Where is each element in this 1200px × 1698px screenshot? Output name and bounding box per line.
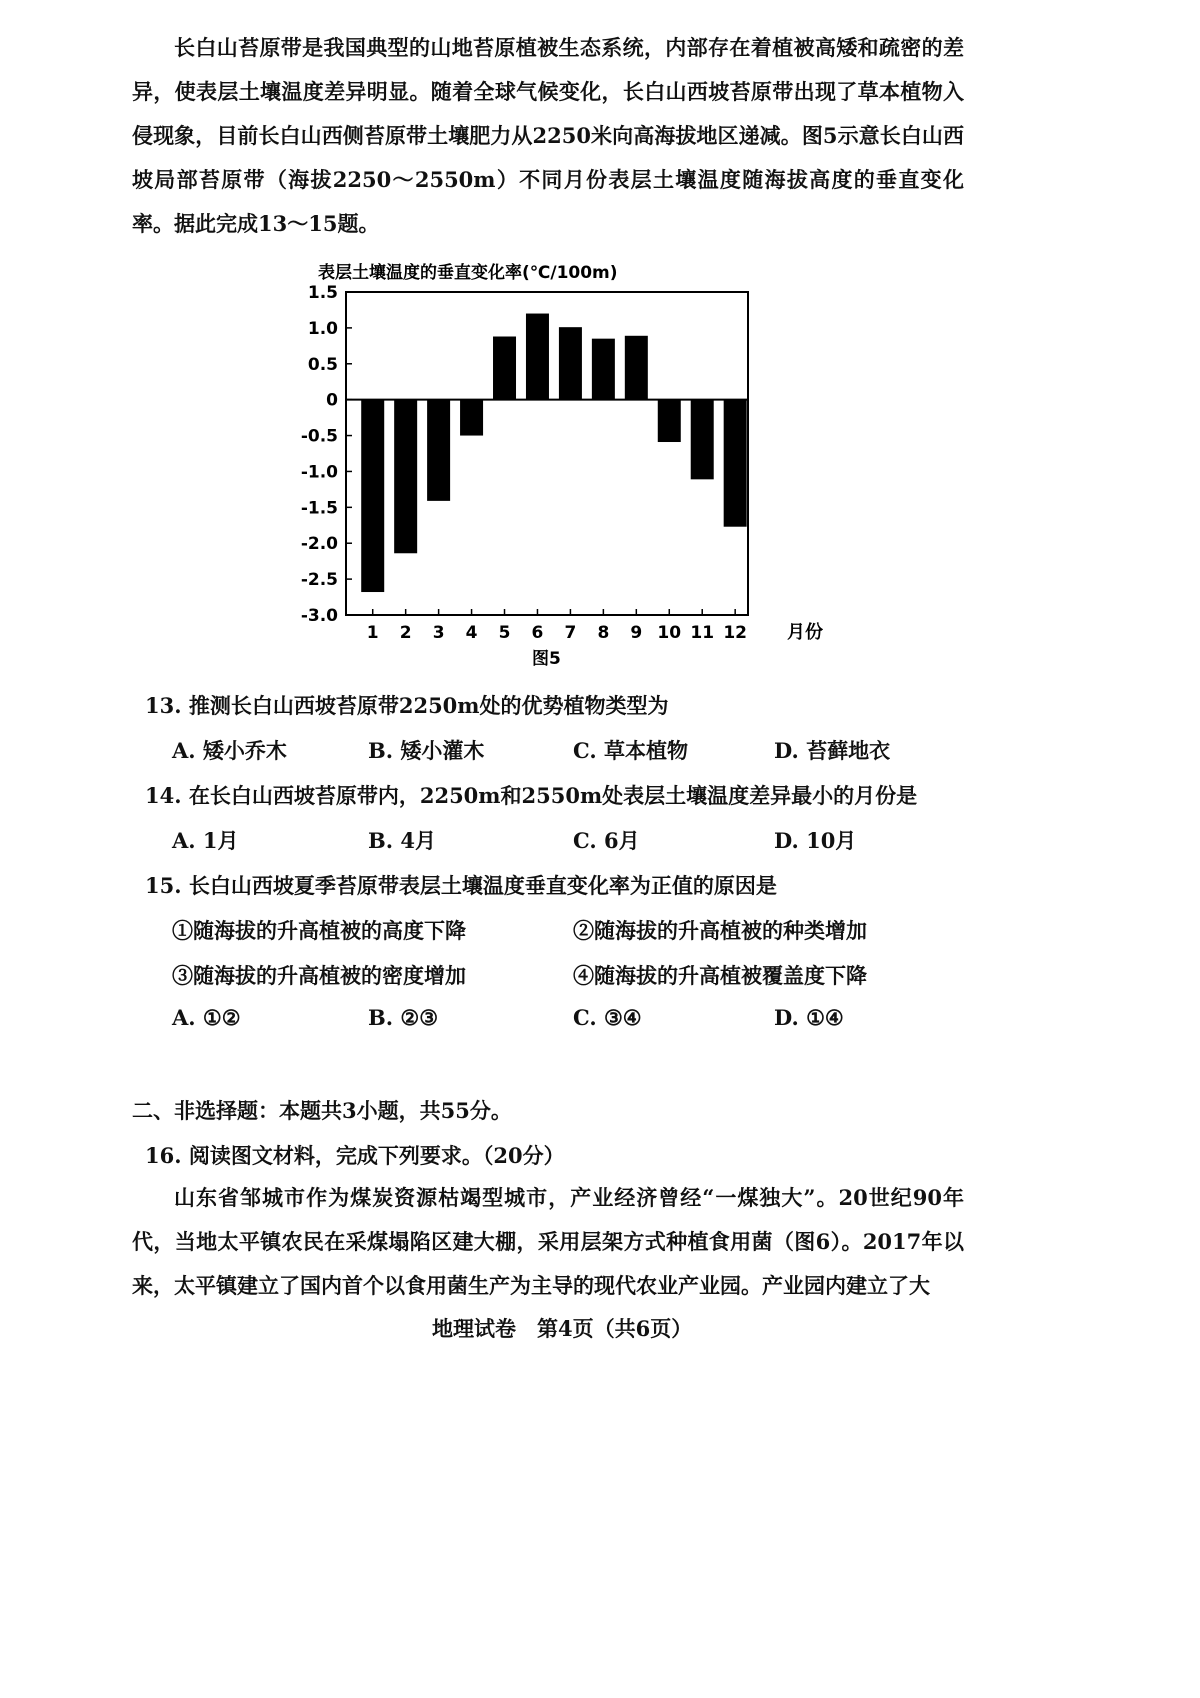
q15-item-4: ④随海拔的升高植被覆盖度下降 [573,963,867,988]
y-tick-label: 0 [326,390,338,411]
q16-material: 山东省邹城市作为煤炭资源枯竭型城市，产业经济曾经“一煤独大”。20世纪90年代，当地太平镇农民在采煤塌陷区建大棚，采用层架方式种植食用菌（图6）。2017年以来，太平镇建立了国内首个以食用菌生产为主导的现代农业产业园。产业园内建立了大 [132,1185,964,1298]
q14-option-d[interactable]: D. 10月 [774,828,857,853]
question-15-stem: 15. 长白山西坡夏季苔原带表层土壤温度垂直变化率为正值的原因是 [145,873,777,898]
q13-option-b[interactable]: B. 矮小灌木 [368,738,485,763]
q14-option-b[interactable]: B. 4月 [368,828,436,853]
q15-item-3: ③随海拔的升高植被的密度增加 [172,963,466,988]
y-tick-label: -1.0 [300,462,338,483]
section-2-heading: 二、非选择题：本题共3小题，共55分。 [132,1098,512,1123]
y-tick-label: -0.5 [300,426,338,447]
bar-month-9 [625,336,648,400]
x-tick-label: 4 [465,623,478,643]
bar-month-8 [592,339,615,400]
bar-month-10 [658,400,681,442]
x-tick-label: 5 [498,623,511,643]
q15-option-d[interactable]: D. ①④ [774,1005,844,1030]
q13-option-a[interactable]: A. 矮小乔木 [172,738,287,763]
x-tick-label: 2 [399,623,412,643]
y-tick-label: 1.0 [307,318,338,339]
y-tick-label: -3.0 [300,606,338,626]
bar-month-2 [394,400,417,554]
y-tick-label: 0.5 [307,354,338,375]
q14-option-a[interactable]: A. 1月 [172,828,239,853]
q13-option-c[interactable]: C. 草本植物 [573,738,688,763]
y-tick-label: -1.5 [300,498,338,519]
q14-option-c[interactable]: C. 6月 [573,828,640,853]
bar-month-7 [559,327,582,399]
figure-5-chart [0,0,1200,700]
bar-month-11 [691,400,714,480]
figure-caption: 图5 [532,649,561,669]
bar-month-1 [361,400,384,592]
q15-option-a[interactable]: A. ①② [172,1005,241,1030]
x-tick-label: 8 [597,623,610,643]
x-tick-label: 6 [531,623,544,643]
y-tick-label: 1.5 [307,283,338,303]
intro-paragraph: 长白山苔原带是我国典型的山地苔原植被生态系统，内部存在着植被高矮和疏密的差异，使表层土壤温度差异明显。随着全球气候变化，长白山西坡苔原带出现了草本植物入侵现象，目前长白山西侧苔原带土壤肥力从2250米向高海拔地区递减。图5示意长白山西坡局部苔原带（海拔2250～2550m）不同月份表层土壤温度随海拔高度的垂直变化率。据此完成13～15题。 [132,35,964,236]
bar-month-12 [724,400,747,527]
bar-month-3 [427,400,450,501]
question-14-stem: 14. 在长白山西坡苔原带内，2250m和2550m处表层土壤温度差异最小的月份是 [145,783,918,808]
x-tick-label: 11 [690,623,715,643]
x-tick-label: 1 [366,623,379,643]
bar-month-4 [460,400,483,436]
x-tick-label: 7 [564,623,577,643]
x-tick-label: 10 [657,623,682,643]
q15-item-2: ②随海拔的升高植被的种类增加 [573,918,867,943]
page-footer: 地理试卷 第4页（共6页） [432,1316,693,1341]
y-tick-label: -2.0 [300,534,338,555]
y-tick-label: -2.5 [300,570,338,591]
q13-option-d[interactable]: D. 苔藓地衣 [774,738,891,763]
q15-option-c[interactable]: C. ③④ [573,1005,642,1030]
q15-item-1: ①随海拔的升高植被的高度下降 [172,918,466,943]
chart-title: 表层土壤温度的垂直变化率(℃/100m) [318,263,618,283]
question-13-stem: 13. 推测长白山西坡苔原带2250m处的优势植物类型为 [145,693,669,718]
x-tick-label: 3 [432,623,445,643]
bar-month-6 [526,314,549,400]
x-tick-label: 12 [723,623,748,643]
q15-option-b[interactable]: B. ②③ [368,1005,439,1030]
x-tick-label: 9 [630,623,643,643]
bar-month-5 [493,337,516,400]
x-axis-label: 月份 [787,622,823,643]
question-16-stem: 16. 阅读图文材料，完成下列要求。（20分） [145,1143,565,1168]
